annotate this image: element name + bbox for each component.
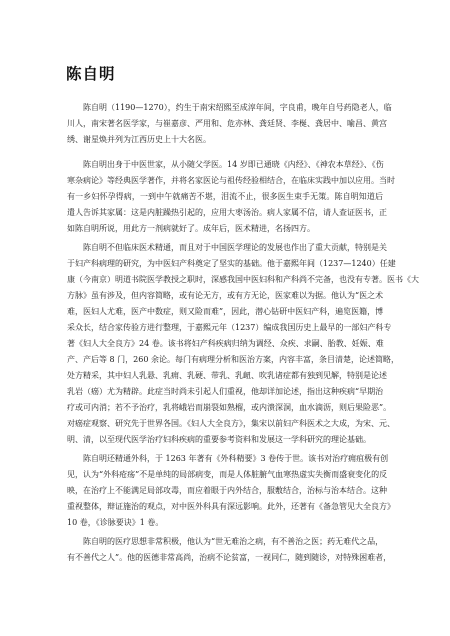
- paragraph-line: 康（今南京）明道书院医学教授之职时，深感我国中医妇科和产科尚不完备，也没有专著。医书《大: [67, 275, 419, 284]
- paragraph-line: 乳岩（癌）尤为精辟。此症当时尚未引起人们重视，他却详加论述，指出这种疾病“早期治: [67, 387, 384, 396]
- paragraph-line: 重视整体，辩证施治的观点，对中医外科具有深远影响。此外，还著有《备急管见大全良方》: [67, 502, 395, 511]
- paragraph-line: 难，医妇人尤难，医产中数症，则又险而难”，因此，潜心钻研中医妇产科，遍览医籍，博: [67, 307, 384, 316]
- paragraph-line: 方脉》虽有涉及，但内容简略，或有论无方，或有方无论，医家难以为据。他认为“医之术: [67, 291, 384, 300]
- paragraph-line: 对癌症观察、研究先于世界各国。《妇人大全良方》，集宋以前妇产科医术之大成，为宋、元、: [67, 419, 395, 428]
- paragraph-line: 绣、谢星焕并列为江西历史上十大名医。: [67, 135, 211, 144]
- paragraph-line: 产、产后等 8 门，260 余论。每门有病理分析和医治方案，内容丰富，条目清楚，论述简略，: [67, 355, 399, 364]
- paragraph-line: 著《妇人大全良方》24 卷。该书将妇产科疾病归纳为调经、众疾、求嗣、胎教、妊娠、难: [67, 339, 384, 348]
- paragraph-line: 寒杂病论》等经典医学著作，并将名家医论与祖传经验相结合，在临床实践中加以应用。当时: [67, 176, 395, 185]
- paragraph-line: 陈自明（1190—1270），约生于南宋绍熙至成淳年间，字良甫，晚年自号药隐老人，临: [67, 103, 392, 112]
- paragraph-line: 于妇产科病理的研究，为中医妇产科奠定了坚实的基础。他于嘉熙年间（1237—1240）任建: [67, 259, 396, 268]
- paragraph: [67, 451, 395, 531]
- paragraph-line: 有不善代之人”。他的医德非常高尚，治病不论贫富，一视同仁，随到随诊，对特殊困难者，: [67, 553, 392, 562]
- paragraph-line: 遣人告诉其家属：这是内脏躁热引起的，应用大枣汤治。病人家属不信，请人查证医书，正: [67, 208, 387, 217]
- paragraph: [67, 157, 395, 237]
- paragraph-line: 处方精采，其中妇人乳悬、乳痈、乳硬、带乳、乳衄、吹乳诸症都有独到见解，特别是论述: [67, 371, 387, 380]
- paragraph-line: 采众长，结合家传验方进行整理，于嘉熙元年（1237）编成我国历史上最早的一部妇产科专: [67, 323, 392, 332]
- paragraph-line: 如陈自明所说，用此方一剂病就好了。成年后，医术精进，名扬四方。: [67, 224, 315, 233]
- paragraph: [67, 100, 392, 148]
- paragraph: [67, 240, 419, 448]
- paragraph-line: 有一乡妇怀孕得病，一到中午就痛苦不堪，泪流不止，很多医生束手无策。陈自明知道后: [67, 192, 383, 201]
- paragraph-line: 疗或可内消；若不予治疗，乳将峨岩而崩裂如熟榴，或内溃深洞，血水滴沥，则后果险恶”。: [67, 403, 392, 412]
- paragraph-line: 陈自明不但临床医术精通，而且对于中国医学理论的发展也作出了重大贡献，特别是关: [67, 243, 387, 252]
- article-body: [67, 100, 419, 569]
- paragraph-line: 映，在治疗上不能满足局部攻毒，而应着眼于内外结合，服敷结合，治标与治本结合。这种: [67, 486, 387, 495]
- paragraph: [67, 534, 392, 566]
- paragraph-line: 陈自明的医疗思想非常积极，他认为“世无难治之病，有不善治之医；药无难代之品，: [67, 537, 384, 546]
- paragraph-line: 10 卷，《诊脉要诀》1 卷。: [67, 518, 164, 527]
- paragraph-line: 明、清，以至现代医学治疗妇科疾病的重要参考资料和发展这一学科研究的理论基础。: [67, 435, 371, 444]
- paragraph-line: 陈自明出身于中医世家，从小随父学医。14 岁即已通晓《内经》、《神农本草经》、《伤: [67, 160, 384, 169]
- paragraph-line: 川人，南宋著名医学家，与崔嘉彦、严用和、危亦林、龚廷贤、李梴、龚居中、喻昌、黄宫: [67, 119, 387, 128]
- paragraph-line: 陈自明还精通外科，于 1263 年著有《外科精要》3 卷传于世。该书对治疗痈疽极有创: [67, 454, 389, 463]
- page-title: 陈自明: [66, 65, 116, 83]
- paragraph-line: 见，认为“外科疮疡”不是单纯的局部病变，而是人体脏腑气血寒热虚实失衡而盛衰变化的反: [67, 470, 388, 479]
